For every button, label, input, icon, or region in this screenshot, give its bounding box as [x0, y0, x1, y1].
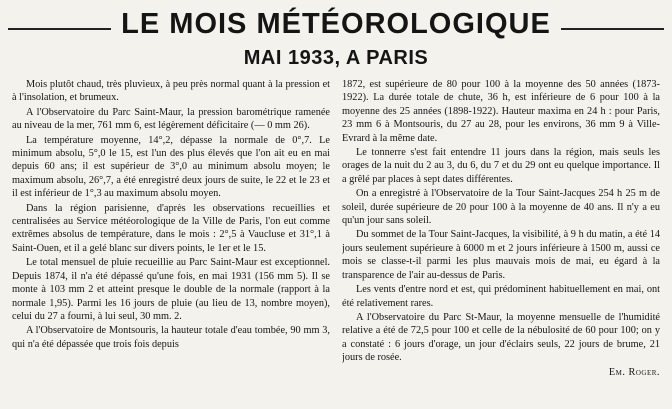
right-column	[342, 78, 660, 408]
paragraph: Mois plutôt chaud, très pluvieux, à peu près normal quant à la pression et à l'insolation, et brumeux.	[12, 79, 330, 104]
page-title: LE MOIS MÉTÉOROLOGIQUE	[111, 6, 561, 42]
left-column	[12, 78, 330, 408]
paragraph: 1872, est supérieure de 80 pour 100 à la moyenne des 50 années (1873-1922). La durée totale de chute, 36 h, est inférieure de 6 pour 100 à la moyenne des 25 années (1898-1922). Hauteur maxima en 24 h : pour Paris, 23 mm 6 à Montsouris, du 27 au 28, pour les environs, 36 mm 9 à Ville-Evrard à la même date.	[342, 79, 660, 144]
paragraph: Dans la région parisienne, d'après les observations recueillies et centralisées au Service météorologique de la Ville de Paris, l'on eut comme extrêmes absolus de température, dans le mois : 2°,5 à Vaucluse et 31°,1 à Saint-Ouen, et il a gelé blanc sur divers points, le 1er et le 15.	[12, 202, 330, 254]
paragraph: A l'Observatoire de Montsouris, la hauteur totale d'eau tombée, 90 mm 3, qui n'a été dépassée que trois fois depuis	[12, 325, 330, 350]
paragraph: La température moyenne, 14°,2, dépasse la normale de 0°,7. Le minimum absolu, 5°,0 le 15, est l'un des plus élevés que l'on ait eu en mai depuis 60 ans; il est supérieur de 3°,0 au minimum absolu moyen; le maximum absolu, 26°,7, a été enregistré deux jours de suite, le 22 et le 23 et il est inférieur de 1°,3 au maximum absolu moyen.	[12, 134, 330, 200]
paragraph: Le tonnerre s'est fait entendre 11 jours dans la région, mais seuls les orages de la nuit du 2 au 3, du 6, du 7 et du 29 ont eu quelque importance. Il a grêlé par places à sept dates différentes.	[342, 147, 660, 185]
paragraph: Du sommet de la Tour Saint-Jacques, la visibilité, à 9 h du matin, a été 14 jours seulement supérieure à 6000 m et 2 jours inférieure à 1500 m, aussi ce mois se classe-t-il parmi les plus mauvais mois de mai, eu égard à la transparence de l'air au-dessus de Paris.	[342, 229, 660, 281]
masthead	[0, 6, 672, 42]
paragraph: A l'Observatoire du Parc St-Maur, la moyenne mensuelle de l'humidité relative a été de 72,5 pour 100 et celle de la nébulosité de 60 pour 100; on y a constaté : 6 jours d'orage, un jour d'éclairs seuls, 22 jours de brume, 21 jours de rosée.	[342, 311, 660, 364]
page-subtitle: MAI 1933, A PARIS	[243, 47, 429, 69]
paragraph: Le total mensuel de pluie recueillie au Parc Saint-Maur est exceptionnel. Depuis 1874, il n'a été dépassé qu'une fois, en mai 1931 (156 mm 5). Il se monte à 103 mm 2 et atteint presque le double de la normale (rapport à la normale 1,95). Parmi les 16 jours de pluie (au lieu de 13, nombre moyen), celui du 27 a fourni, à lui seul, 30 mm. 2.	[12, 257, 330, 322]
paragraph: Les vents d'entre nord et est, qui prédominent habituellement en mai, ont été relativement rares.	[342, 284, 660, 309]
paragraph: A l'Observatoire du Parc Saint-Maur, la pression barométrique ramenée au niveau de la mer, 761 mm 6, est légèrement déficitaire (— 0 mm 26).	[12, 106, 330, 132]
paragraph: On a enregistré à l'Observatoire de la Tour Saint-Jacques 254 h 25 m de soleil, durée supérieure de 20 pour 100 à la moyenne de 40 ans. Il n'y a eu qu'un jour sans soleil.	[342, 188, 660, 227]
article-body	[12, 78, 660, 408]
author-signature: Em. Roger.	[608, 366, 660, 378]
